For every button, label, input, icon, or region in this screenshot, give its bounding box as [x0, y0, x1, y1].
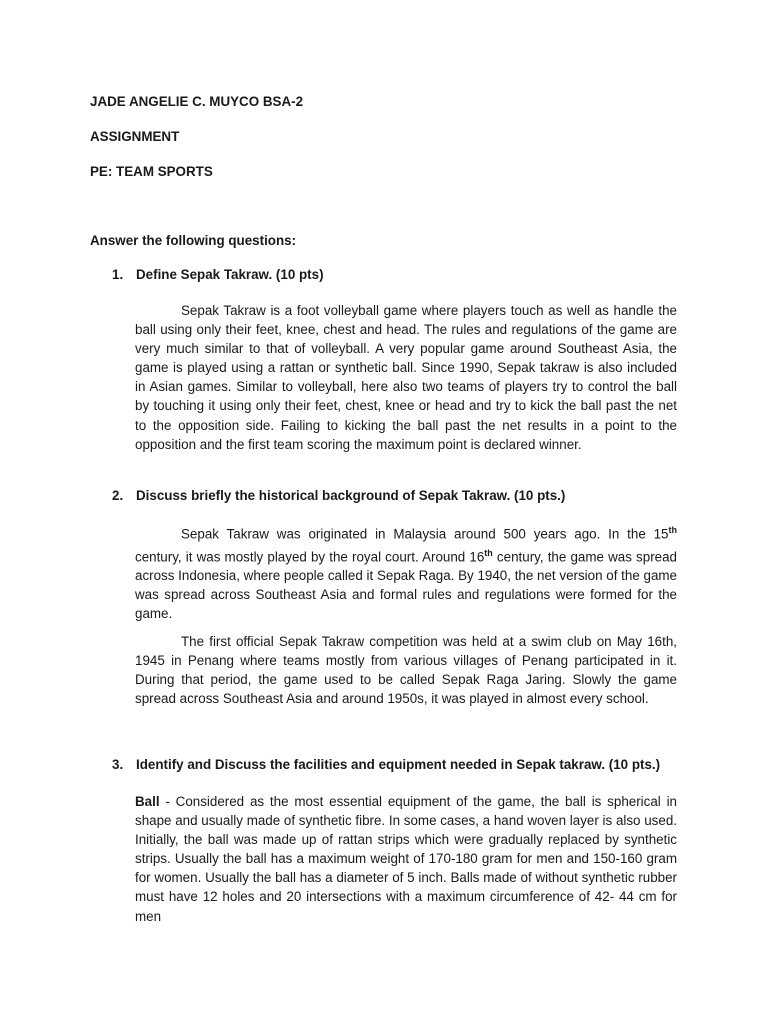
ball-term: Ball	[135, 794, 160, 809]
question-1-title: Define Sepak Takraw. (10 pts)	[136, 267, 324, 282]
question-1-answer: Sepak Takraw is a foot volleyball game where players touch as well as handle the ball using only their feet, knee, chest and head. The rules and regulations of the game are very much similar to that of volleyball. A very popular game around Southeast Asia, the game is played using a rattan or synthetic ball. Since 1990, Sepak takraw is also included in Asian games. Similar to volleyball, here also two teams of players try to control the ball by touching it using only their feet, chest, knee or head and try to kick the ball past the net to the opposition side. Failing to kicking the ball past the net results in a point to the opposition and the first team scoring the maximum point is declared winner.	[135, 303, 677, 452]
student-name-line: JADE ANGELIE C. MUYCO BSA-2	[90, 94, 304, 109]
question-2-number: 2.	[112, 488, 124, 503]
question-3-title: Identify and Discuss the facilities and equipment needed in Sepak takraw. (10 pts.)	[136, 757, 661, 772]
question-2-title: Discuss briefly the historical background of Sepak Takraw. (10 pts.)	[136, 488, 566, 503]
question-2-answer-paragraph-1: Sepak Takraw was originated in Malaysia around 500 years ago. In the 15th century, it was mostly played by the royal court. Around 16th century, the game was spread across Indonesia, where people called it Sepak Raga. By 1940, the net version of the game was spread across Southeast Asia and formal rules and regulations were formed for the game.	[135, 525, 677, 622]
subject-label: PE: TEAM SPORTS	[90, 164, 213, 179]
question-1-heading	[112, 267, 324, 282]
question-3-number: 3.	[112, 757, 124, 772]
instructions: Answer the following questions:	[90, 233, 297, 248]
assignment-label: ASSIGNMENT	[90, 129, 180, 144]
question-2-heading	[112, 488, 565, 503]
question-3-heading	[112, 757, 660, 772]
question-1-number: 1.	[112, 267, 124, 282]
question-3-answer-ball	[135, 792, 677, 926]
ball-description: - Considered as the most essential equipment of the game, the ball is spherical in shape and usually made of synthetic fibre. In some cases, a hand woven layer is also used. Initially, the ball was made up of rattan strips which were gradually replaced by synthetic strips. Usually the ball has a maximum weight of 170-180 gram for men and 150-160 gram for women. Usually the ball has a diameter of 5 inch. Balls made of without synthetic rubber must have 12 holes and 20 intersections with a maximum circumference of 42- 44 cm for men	[135, 794, 677, 924]
question-2-answer-paragraph-2: The first official Sepak Takraw competition was held at a swim club on May 16th, 1945 in Penang where teams mostly from various villages of Penang participated in it. During that period, the game used to be called Sepak Raga Jaring. Slowly the game spread across Southeast Asia and around 1950s, it was played in almost every school.	[135, 634, 677, 707]
